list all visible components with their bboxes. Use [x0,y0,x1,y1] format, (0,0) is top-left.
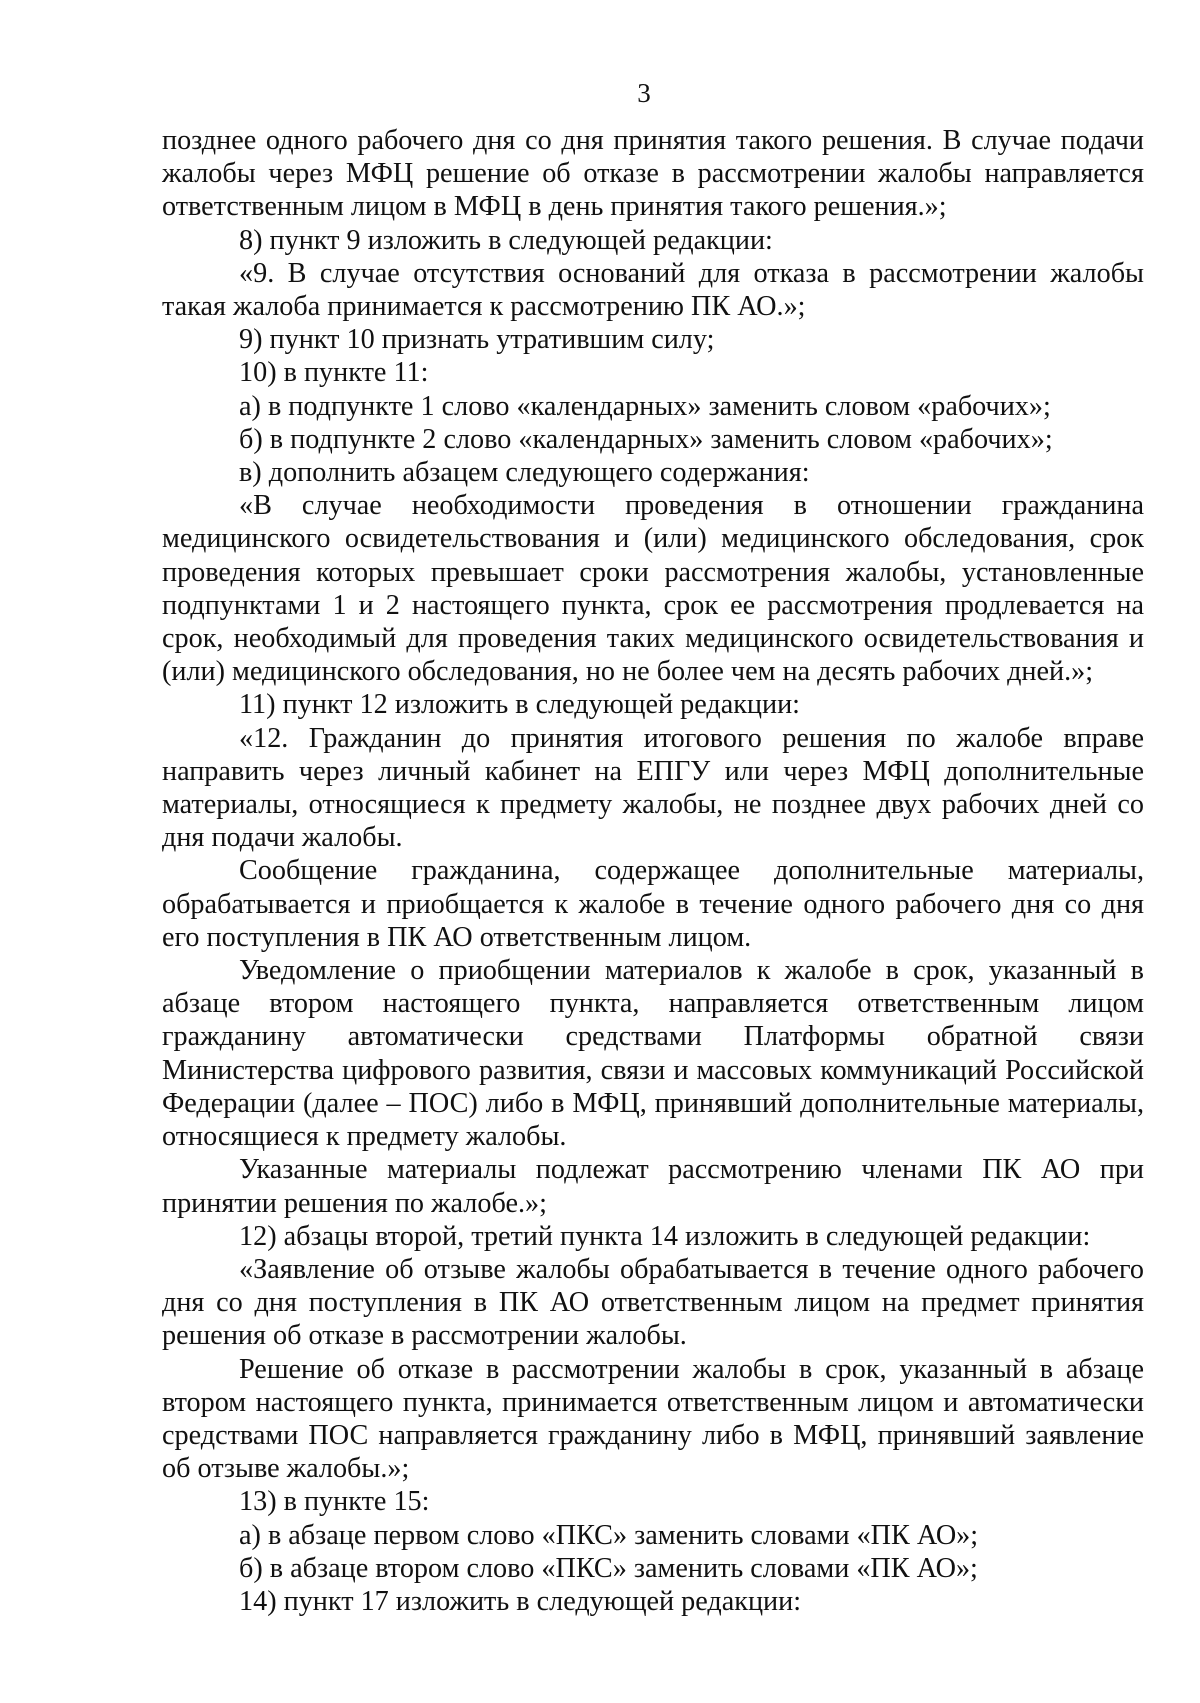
paragraph: 10) в пункте 11: [239,357,429,389]
paragraph: 8) пункт 9 изложить в следующей редакции: [239,224,773,256]
paragraph: Уведомление о приобщении материалов к жалобе в срок, указанный в абзаце втором настоящего пункта, направляется ответственным лицом гражданину автоматически средствами Платформы обратной связи Министерства цифрового развития, связи и массовых коммуникаций Российской Федерации (далее – ПОС) либо в МФЦ, принявший дополнительные материалы, относящиеся к предмету жалобы. [162,955,1144,1153]
paragraph: позднее одного рабочего дня со дня принятия такого решения. В случае подачи жалобы через МФЦ решение об отказе в рассмотрении жалобы направляется ответственным лицом в МФЦ в день принятия такого решения.»; [162,125,1144,223]
paragraph: «9. В случае отсутствия оснований для отказа в рассмотрении жалобы такая жалоба принимается к рассмотрению ПК АО.»; [162,257,1144,323]
paragraph: 12) абзацы второй, третий пункта 14 изложить в следующей редакции: [239,1220,1091,1252]
paragraph: а) в абзаце первом слово «ПКС» заменить словами «ПК АО»; [239,1519,979,1551]
paragraph: 9) пункт 10 признать утратившим силу; [239,324,715,356]
paragraph: «Заявление об отзыве жалобы обрабатывается в течение одного рабочего дня со дня поступления в ПК АО ответственным лицом на предмет принятия решения об отказе в рассмотрении жалобы. [162,1253,1144,1352]
paragraph: а) в подпункте 1 слово «календарных» заменить словом «рабочих»; [239,390,1051,422]
paragraph: в) дополнить абзацем следующего содержания: [239,457,810,489]
paragraph: 11) пункт 12 изложить в следующей редакции: [239,689,800,721]
document-body [162,124,1144,1618]
paragraph: 13) в пункте 15: [239,1486,430,1518]
paragraph: «В случае необходимости проведения в отношении гражданина медицинского освидетельствования и (или) медицинского обследования, срок проведения которых превышает сроки рассмотрения жалобы, установленные подпунктами 1 и 2 настоящего пункта, срок ее рассмотрения продлевается на срок, необходимый для проведения таких медицинского освидетельствования и (или) медицинского обследования, но не более чем на десять рабочих дней.»; [162,490,1144,688]
paragraph: б) в подпункте 2 слово «календарных» заменить словом «рабочих»; [239,423,1053,455]
paragraph: 14) пункт 17 изложить в следующей редакции: [239,1585,802,1617]
paragraph: Указанные материалы подлежат рассмотрению членами ПК АО при принятии решения по жалобе.»; [162,1154,1144,1219]
paragraph: Сообщение гражданина, содержащее дополнительные материалы, обрабатывается и приобщается к жалобе в течение одного рабочего дня со дня его поступления в ПК АО ответственным лицом. [162,855,1144,953]
paragraph: б) в абзаце втором слово «ПКС» заменить словами «ПК АО»; [239,1552,978,1584]
paragraph: Решение об отказе в рассмотрении жалобы в срок, указанный в абзаце втором настоящего пункта, принимается ответственным лицом и автоматически средствами ПОС направляется гражданину либо в МФЦ, принявший заявление об отзыве жалобы.»; [162,1353,1144,1485]
paragraph: «12. Гражданин до принятия итогового решения по жалобе вправе направить через личный кабинет на ЕПГУ или через МФЦ дополнительные материалы, относящиеся к предмету жалобы, не позднее двух рабочих дней со дня подачи жалобы. [162,722,1144,854]
page-number: 3 [637,78,651,108]
